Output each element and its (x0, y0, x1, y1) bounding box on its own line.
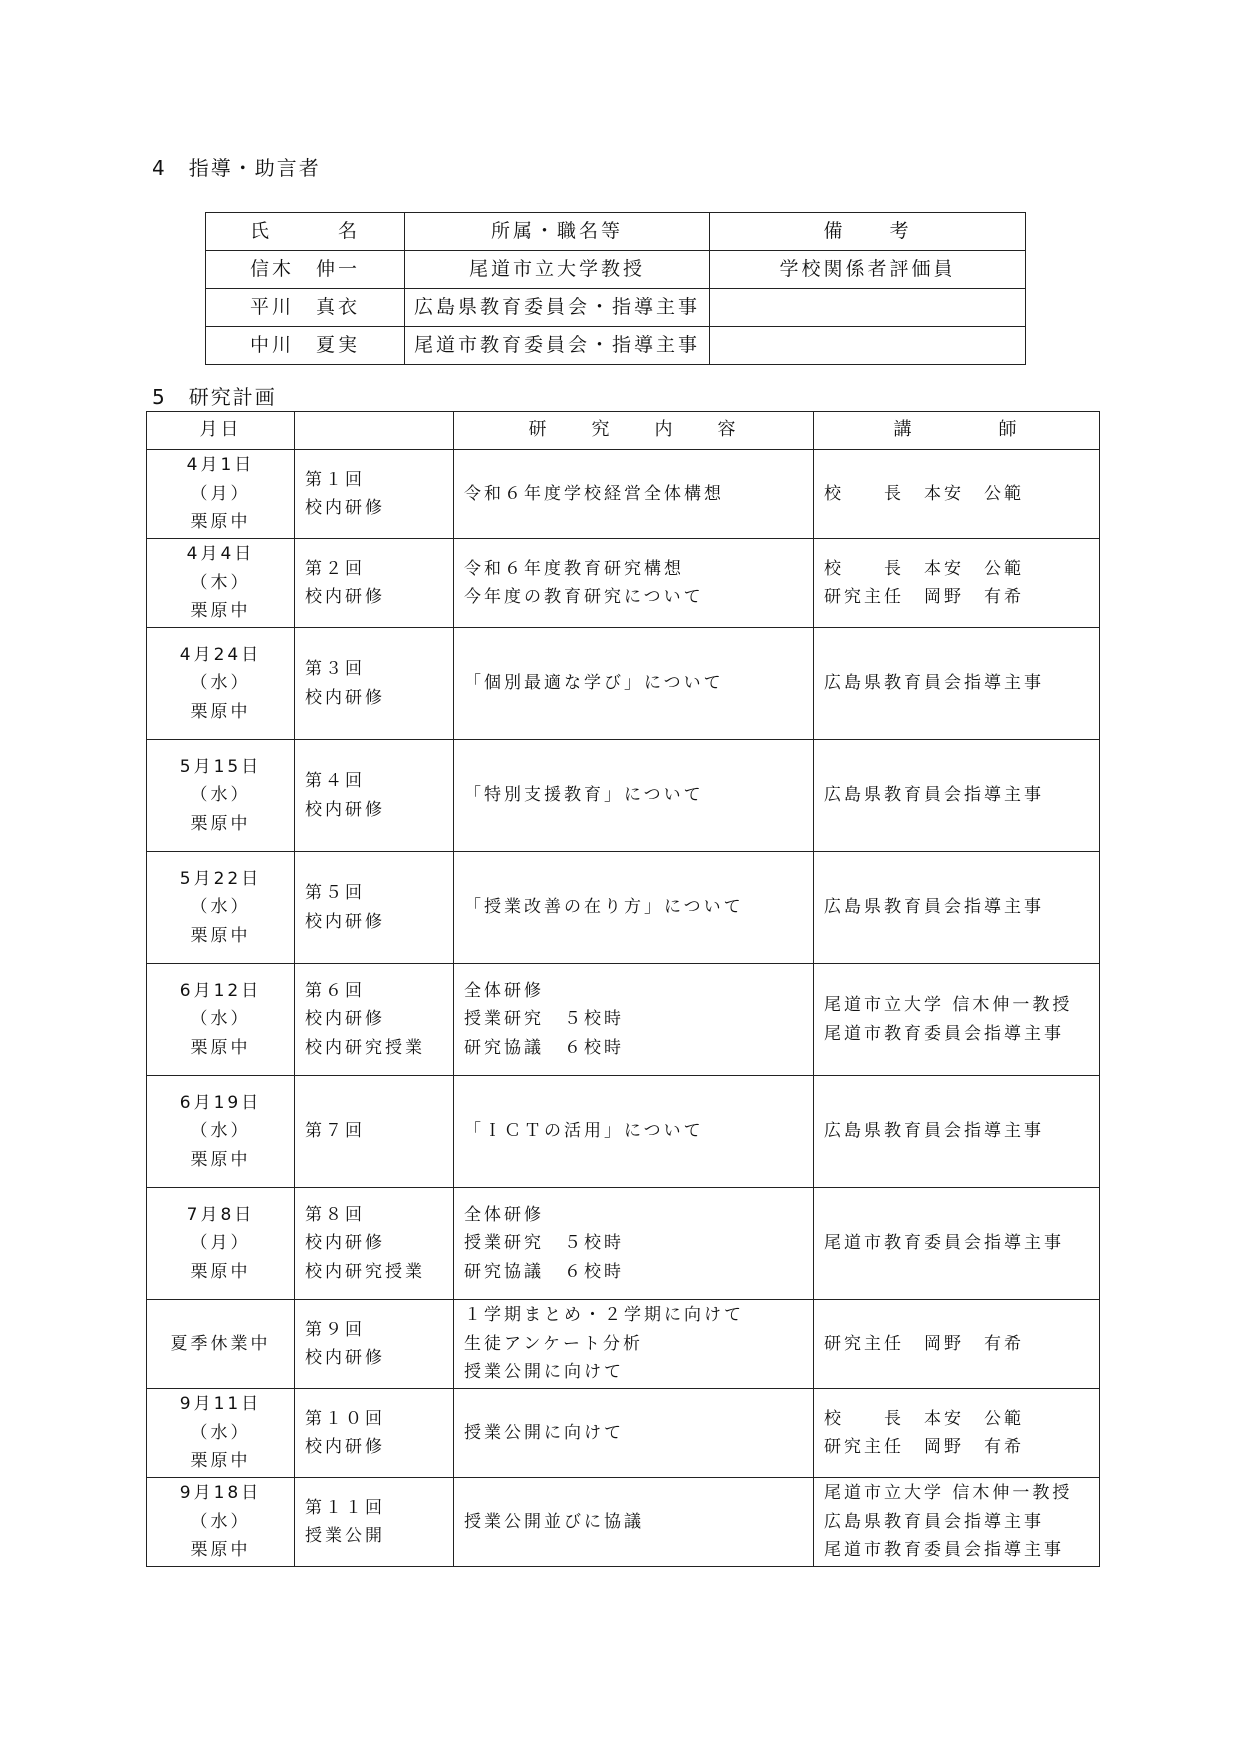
header-date: 月日 (147, 412, 295, 450)
plan-date-line: 栗原中 (190, 701, 251, 722)
plan-session-cell (295, 1300, 454, 1389)
plan-lecturer-cell (814, 740, 1100, 852)
plan-lecturer-line: 尾道市立大学 信木伸一教授 (824, 1483, 1073, 1504)
plan-date-line: 4月4日 (186, 544, 255, 565)
plan-content-cell (454, 539, 814, 628)
plan-content-line: 研究協議 ６校時 (464, 1037, 624, 1058)
plan-session-line: 校内研修 (305, 1009, 385, 1030)
plan-session-cell (295, 964, 454, 1076)
plan-row (147, 1300, 1100, 1389)
plan-content-line: 令和６年度教育研究構想 (464, 558, 684, 579)
plan-content-line: 今年度の教育研究について (464, 587, 704, 607)
plan-lecturer-line: 広島県教育員会指導主事 (824, 1511, 1044, 1532)
plan-lecturer-cell (814, 1389, 1100, 1478)
plan-date-line: （木） (190, 572, 251, 593)
plan-session-line: 第８回 (305, 1204, 365, 1225)
plan-row (147, 740, 1100, 852)
plan-body (147, 450, 1100, 1567)
plan-date-line: （水） (190, 1422, 251, 1443)
plan-row (147, 1188, 1100, 1300)
plan-content-line: 「個別最適な学び」について (464, 673, 724, 694)
plan-content-cell (454, 740, 814, 852)
plan-content-cell (454, 628, 814, 740)
plan-lecturer-cell (814, 1300, 1100, 1389)
advisor-row (206, 327, 1026, 365)
advisor-name: 中川 夏実 (206, 327, 405, 365)
plan-session-line: 校内研修 (305, 687, 385, 708)
plan-lecturer-cell (814, 450, 1100, 539)
plan-row (147, 539, 1100, 628)
plan-date-line: 栗原中 (190, 1540, 251, 1561)
plan-content-line: 授業公開に向けて (464, 1362, 624, 1383)
advisor-header-row (206, 213, 1026, 251)
plan-session-line: 第４回 (305, 771, 365, 791)
advisor-note (710, 289, 1026, 327)
plan-date-cell (147, 450, 295, 539)
plan-lecturer-cell (814, 628, 1100, 740)
plan-header-row (147, 412, 1100, 450)
plan-content-line: 研究協議 ６校時 (464, 1261, 624, 1282)
plan-lecturer-cell (814, 1076, 1100, 1188)
plan-lecturer-line: 尾道市教育委員会指導主事 (824, 1233, 1064, 1254)
advisor-name: 平川 真衣 (206, 289, 405, 327)
plan-content-cell (454, 1300, 814, 1389)
plan-session-cell (295, 450, 454, 539)
plan-session-line: 授業公開 (305, 1526, 385, 1546)
plan-date-line: 栗原中 (190, 1451, 251, 1472)
plan-date-line: 5月22日 (179, 868, 262, 889)
plan-lecturer-line: 広島県教育員会指導主事 (824, 673, 1044, 694)
plan-date-cell (147, 628, 295, 740)
section-4-title: 4 指導・助言者 (152, 156, 321, 180)
plan-date-cell (147, 1478, 295, 1567)
advisor-affiliation: 尾道市教育委員会・指導主事 (405, 327, 710, 365)
plan-date-cell (147, 740, 295, 852)
plan-date-cell (147, 964, 295, 1076)
plan-session-cell (295, 1076, 454, 1188)
research-plan-table (146, 411, 1100, 1567)
plan-row (147, 1478, 1100, 1567)
plan-lecturer-cell (814, 1188, 1100, 1300)
plan-row (147, 964, 1100, 1076)
plan-date-line: 栗原中 (190, 1261, 251, 1282)
plan-date-line: 4月24日 (179, 644, 262, 665)
plan-date-cell (147, 1300, 295, 1389)
plan-session-cell (295, 852, 454, 964)
plan-date-line: （水） (190, 673, 251, 694)
plan-session-line: 第１１回 (305, 1497, 385, 1518)
plan-content-line: １学期まとめ・２学期に向けて (464, 1305, 744, 1326)
advisor-row (206, 289, 1026, 327)
header-session (295, 412, 454, 450)
plan-session-line: 第３回 (305, 659, 365, 679)
plan-content-line: 授業公開並びに協議 (464, 1511, 644, 1532)
plan-session-line: 校内研究授業 (305, 1037, 425, 1058)
plan-date-line: 7月8日 (186, 1204, 255, 1225)
plan-session-line: 第５回 (305, 883, 365, 903)
plan-date-line: 夏季休業中 (170, 1333, 271, 1354)
plan-row (147, 450, 1100, 539)
advisor-name: 信木 伸一 (206, 251, 405, 289)
plan-content-line: 令和６年度学校経営全体構想 (464, 483, 724, 504)
advisor-row (206, 251, 1026, 289)
plan-date-line: 栗原中 (190, 512, 251, 533)
plan-session-cell (295, 539, 454, 628)
plan-session-line: 校内研修 (305, 911, 385, 932)
plan-session-cell (295, 1478, 454, 1567)
plan-date-cell (147, 1389, 295, 1478)
plan-session-line: 校内研修 (305, 1233, 385, 1254)
advisor-affiliation: 尾道市立大学教授 (405, 251, 710, 289)
plan-date-line: 9月11日 (179, 1394, 262, 1415)
plan-lecturer-line: 尾道市教育委員会指導主事 (824, 1023, 1064, 1044)
plan-session-line: 第２回 (305, 558, 365, 579)
advisor-affiliation: 広島県教育委員会・指導主事 (405, 289, 710, 327)
plan-session-line: 校内研修 (305, 799, 385, 820)
plan-session-cell (295, 740, 454, 852)
header-affiliation: 所属・職名等 (405, 213, 710, 251)
plan-content-line: 全体研修 (464, 980, 544, 1001)
plan-content-cell (454, 1076, 814, 1188)
plan-session-line: 第１０回 (305, 1408, 385, 1429)
advisor-table (205, 212, 1026, 365)
plan-session-line: 第１回 (305, 469, 365, 490)
plan-lecturer-line: 広島県教育員会指導主事 (824, 1121, 1044, 1142)
plan-date-line: 9月18日 (179, 1483, 262, 1504)
plan-lecturer-cell (814, 964, 1100, 1076)
plan-date-line: 6月12日 (179, 980, 262, 1001)
plan-date-line: 栗原中 (190, 1149, 251, 1170)
plan-lecturer-line: 校 長 本安 公範 (824, 558, 1024, 579)
plan-content-line: 「特別支援教育」について (464, 785, 704, 806)
plan-lecturer-line: 尾道市立大学 信木伸一教授 (824, 995, 1073, 1015)
header-name: 氏 名 (206, 213, 405, 251)
plan-session-line: 校内研修 (305, 1437, 385, 1457)
plan-date-line: 栗原中 (190, 925, 251, 946)
plan-row (147, 852, 1100, 964)
plan-content-line: 授業公開に向けて (464, 1422, 624, 1443)
plan-lecturer-line: 研究主任 岡野 有希 (824, 1333, 1024, 1354)
plan-date-line: 栗原中 (190, 1037, 251, 1058)
plan-content-line: 生徒アンケート分析 (464, 1333, 643, 1354)
plan-date-line: （水） (190, 897, 251, 918)
plan-lecturer-line: 広島県教育員会指導主事 (824, 897, 1044, 918)
plan-content-cell (454, 450, 814, 539)
plan-date-line: 栗原中 (190, 601, 251, 622)
plan-lecturer-line: 広島県教育員会指導主事 (824, 785, 1044, 806)
plan-lecturer-line: 研究主任 岡野 有希 (824, 1437, 1024, 1457)
plan-session-cell (295, 1188, 454, 1300)
plan-row (147, 1076, 1100, 1188)
plan-content-cell (454, 1188, 814, 1300)
plan-content-line: 授業研究 ５校時 (464, 1009, 624, 1030)
plan-row (147, 1389, 1100, 1478)
plan-lecturer-line: 尾道市教育委員会指導主事 (824, 1540, 1064, 1561)
advisor-note: 学校関係者評価員 (710, 251, 1026, 289)
plan-content-cell (454, 1478, 814, 1567)
plan-lecturer-line: 校 長 本安 公範 (824, 483, 1024, 504)
plan-date-line: （水） (190, 1511, 251, 1532)
plan-date-cell (147, 852, 295, 964)
plan-session-line: 第７回 (305, 1121, 365, 1142)
header-note: 備 考 (710, 213, 1026, 251)
plan-content-cell (454, 964, 814, 1076)
plan-session-line: 校内研修 (305, 587, 385, 607)
plan-date-line: 5月15日 (179, 756, 262, 777)
plan-date-line: （水） (190, 1009, 251, 1030)
plan-content-line: 全体研修 (464, 1204, 544, 1225)
plan-session-line: 校内研究授業 (305, 1261, 425, 1282)
plan-content-cell (454, 852, 814, 964)
plan-date-line: 4月1日 (186, 455, 255, 476)
plan-session-line: 第６回 (305, 980, 365, 1001)
plan-lecturer-line: 校 長 本安 公範 (824, 1408, 1024, 1429)
plan-date-cell (147, 1188, 295, 1300)
plan-session-line: 校内研修 (305, 498, 385, 518)
plan-lecturer-cell (814, 852, 1100, 964)
header-content: 研 究 内 容 (454, 412, 814, 450)
plan-lecturer-cell (814, 1478, 1100, 1567)
plan-date-line: （月） (190, 1233, 251, 1254)
section-5-title: 5 研究計画 (152, 385, 277, 409)
plan-date-line: 栗原中 (190, 813, 251, 834)
advisor-note (710, 327, 1026, 365)
plan-content-line: 授業研究 ５校時 (464, 1233, 624, 1254)
plan-session-line: 第９回 (305, 1319, 365, 1340)
plan-session-line: 校内研修 (305, 1348, 385, 1368)
plan-session-cell (295, 628, 454, 740)
plan-date-line: （月） (190, 483, 251, 504)
plan-content-cell (454, 1389, 814, 1478)
plan-lecturer-cell (814, 539, 1100, 628)
plan-date-cell (147, 539, 295, 628)
plan-lecturer-line: 研究主任 岡野 有希 (824, 587, 1024, 607)
header-lecturer: 講 師 (814, 412, 1100, 450)
plan-date-line: （水） (190, 1121, 251, 1142)
plan-date-cell (147, 1076, 295, 1188)
plan-content-line: 「ＩＣＴの活用」について (464, 1121, 704, 1142)
plan-content-line: 「授業改善の在り方」について (464, 897, 744, 918)
plan-session-cell (295, 1389, 454, 1478)
plan-date-line: 6月19日 (179, 1092, 262, 1113)
plan-date-line: （水） (190, 785, 251, 806)
plan-row (147, 628, 1100, 740)
